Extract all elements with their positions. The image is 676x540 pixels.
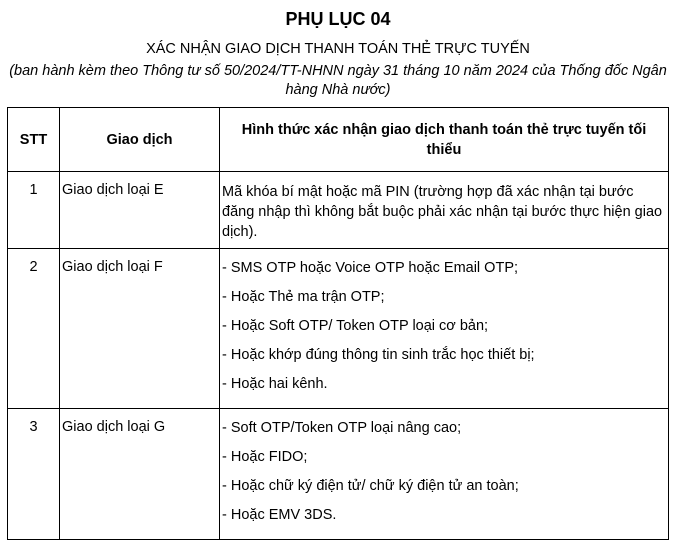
list-item: - Hoặc chữ ký điện tử/ chữ ký điện tử an toàn; <box>222 478 519 494</box>
table-row <box>8 409 669 540</box>
document-subtitle: XÁC NHẬN GIAO DỊCH THANH TOÁN THẺ TRỰC TUYẾN <box>146 41 530 57</box>
row-transaction-type: Giao dịch loại G <box>60 409 220 540</box>
row-method-list <box>220 249 669 409</box>
page-title: PHỤ LỤC 04 <box>285 9 391 29</box>
list-item: - Hoặc Thẻ ma trận OTP; <box>222 289 385 305</box>
row-stt: 1 <box>8 172 60 249</box>
list-item: - SMS OTP hoặc Voice OTP hoặc Email OTP; <box>222 260 519 276</box>
table-header-row <box>8 108 669 172</box>
list-item: - Hoặc hai kênh. <box>222 376 328 392</box>
row-transaction-type: Giao dịch loại F <box>60 249 220 409</box>
row-stt: 3 <box>8 409 60 540</box>
row-transaction-type: Giao dịch loại E <box>60 172 220 249</box>
column-header-transaction: Giao dịch <box>60 108 220 172</box>
list-item: - Hoặc FIDO; <box>222 449 308 465</box>
row-stt: 2 <box>8 249 60 409</box>
list-item: - Hoặc EMV 3DS. <box>222 507 337 523</box>
row-method-text: Mã khóa bí mật hoặc mã PIN (trường hợp đã xác nhận tại bước đăng nhập thì không bắt buộc phải xác nhận tại bước thực hiện giao dịch). <box>220 172 669 249</box>
table-row <box>8 249 669 409</box>
column-header-method: Hình thức xác nhận giao dịch thanh toán thẻ trực tuyến tối thiểu <box>220 108 669 172</box>
list-item: - Hoặc khớp đúng thông tin sinh trắc học thiết bị; <box>222 347 535 363</box>
table-row <box>8 172 669 249</box>
list-item: - Soft OTP/Token OTP loại nâng cao; <box>222 420 462 436</box>
issuance-note: (ban hành kèm theo Thông tư số 50/2024/TT-NHNN ngày 31 tháng 10 năm 2024 của Thống đốc Ngân hàng Nhà nước) <box>9 63 667 98</box>
column-header-stt: STT <box>8 108 60 172</box>
list-item: - Hoặc Soft OTP/ Token OTP loại cơ bản; <box>222 318 489 334</box>
row-method-list <box>220 409 669 540</box>
verification-table <box>7 107 669 540</box>
